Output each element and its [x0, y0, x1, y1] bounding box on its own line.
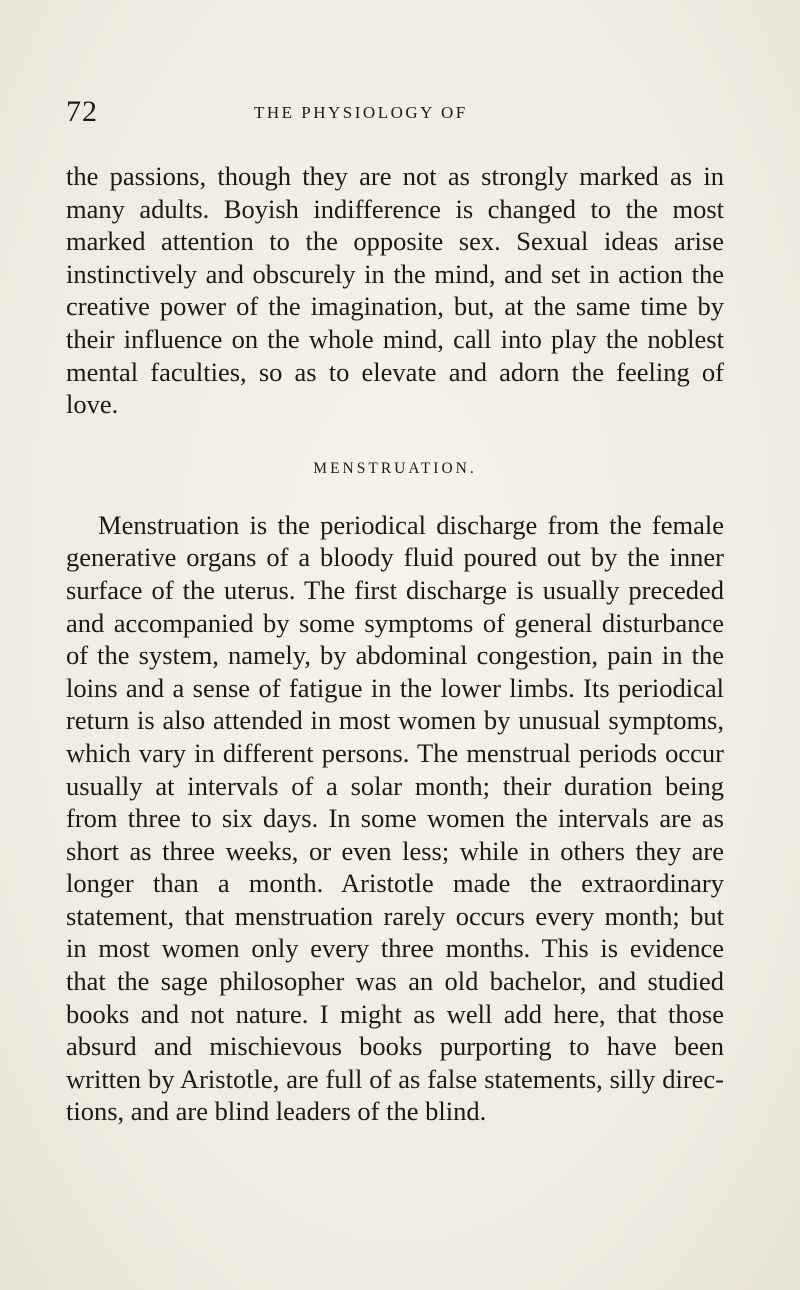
section-heading-menstruation: MENSTRUATION. — [313, 459, 477, 477]
running-title: THE PHYSIOLOGY OF — [254, 103, 468, 122]
page-number: 72 — [66, 95, 98, 128]
running-head — [66, 94, 726, 130]
paragraph-passions: the passions, though they are not as strongly marked as in many adults. Boyish indifference is changed to the most marked attention to the opposite sex. Sexual ideas arise instinctively and obscurely in the mind, and set in action the creative power of the imagination, but, at the same time by their influence on the whole mind, call into play the noblest mental faculties, so as to elevate and adorn the feeling of love. — [66, 161, 724, 420]
paragraph-menstruation: Menstruation is the periodical discharge from the female generative organs of a bloody fluid poured out by the inner surface of the uterus. The first discharge is usually preceded and accompanied by some symptoms of general disturbance of the system, namely, by abdominal congestion, pain in the loins and a sense of fatigue in the lower limbs. Its periodical return is also attended in most women by unusual symptoms, which vary in different persons. The menstrual periods occur usually at intervals of a solar month; their duration being from three to six days. In some women the intervals are as short as three weeks, or even less; while in others they are longer than a month. Aristotle made the extraordinary statement, that menstruation rarely occurs every month; but in most women only every three months. This is evidence that the sage philosopher was an old bachelor, and studied books and not nature. I might as well add here, that those absurd and mischievous books purporting to have been written by Aristotle, are full of as false statements, silly directions, and are blind leaders of the blind. — [66, 509, 724, 1127]
body-text — [66, 160, 724, 1128]
